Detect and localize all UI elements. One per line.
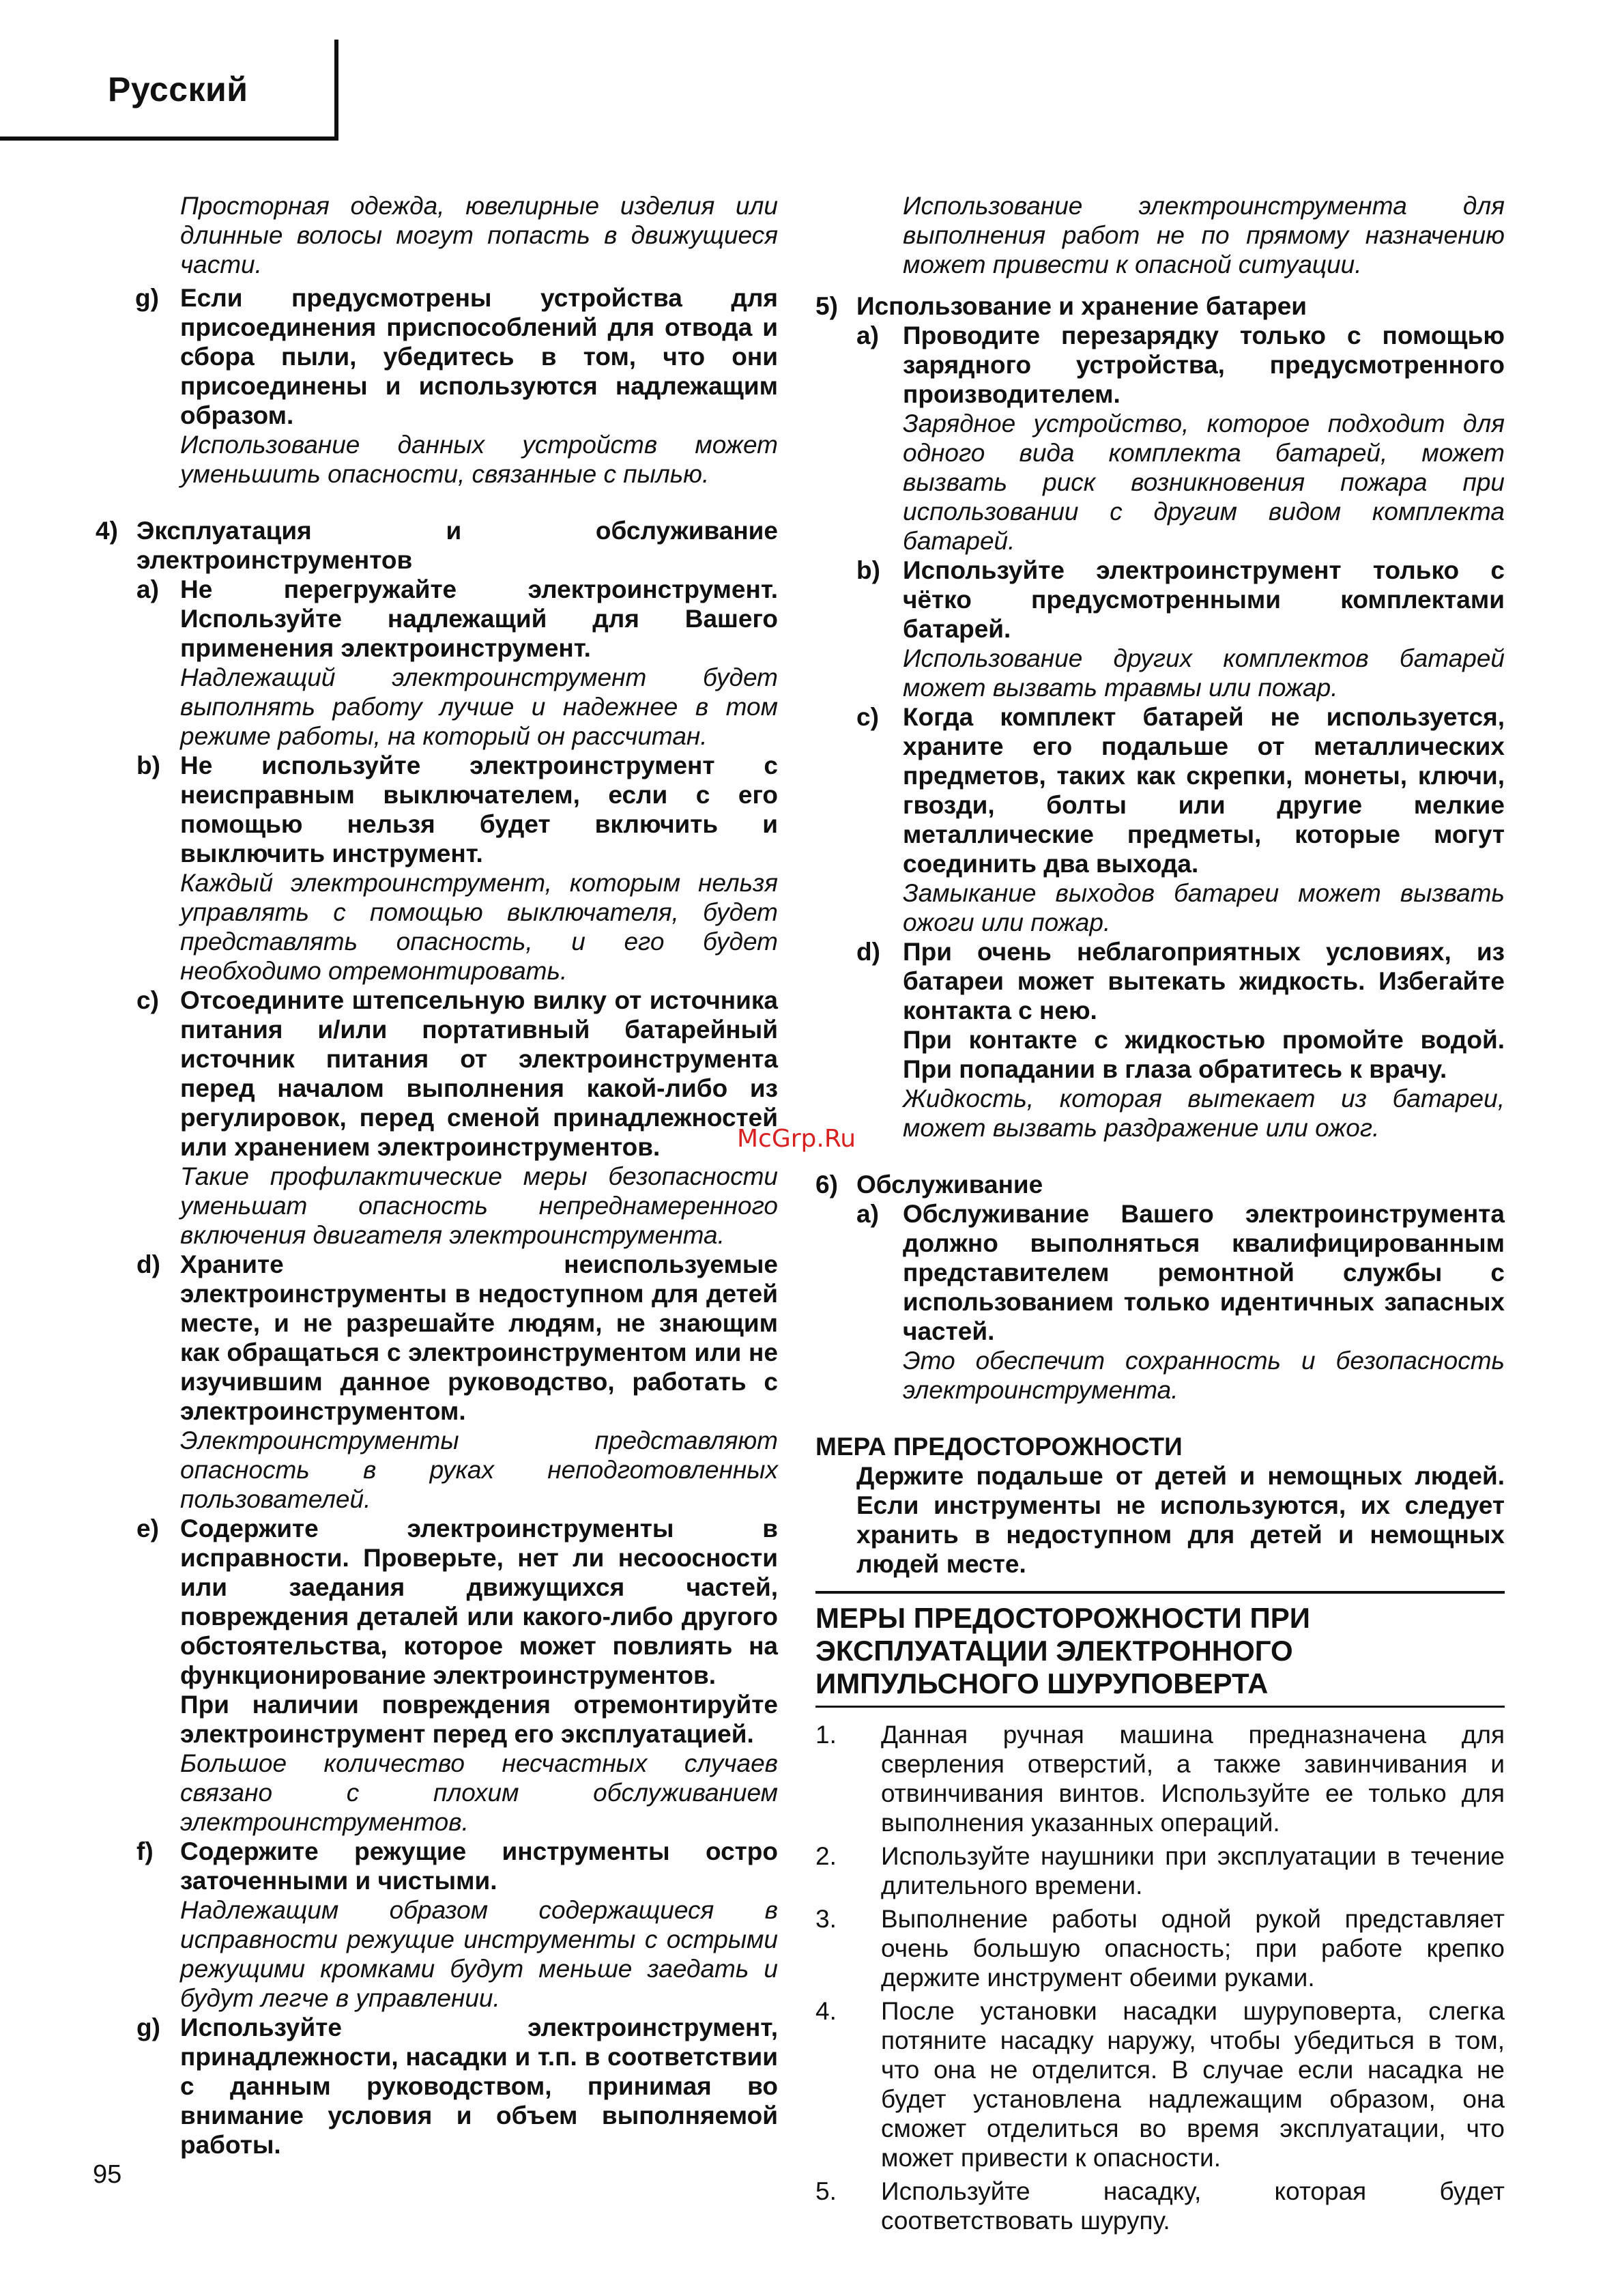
list-item [815, 1720, 1505, 1837]
item-marker: b) [856, 556, 880, 584]
tab-horizontal-rule [0, 137, 338, 141]
item-g-dust [96, 283, 778, 489]
caution-title: МЕРА ПРЕДОСТОРОЖНОСТИ [815, 1433, 1183, 1461]
item-bold-text-2: При наличии повреждения отремонтируйте электроинструмент перед его эксплуатацией. [180, 1691, 778, 1748]
language-label: Русский [108, 70, 248, 109]
item-marker: d) [136, 1250, 160, 1278]
item-marker: g) [136, 2013, 160, 2041]
numbered-list [815, 1720, 1505, 2235]
item-note: Такие профилактические меры безопасности уменьшат опасность непреднамеренного включения двигателя электроинструмента. [180, 1162, 778, 1249]
list-text: Используйте насадку, которая будет соответствовать шурупу. [881, 2177, 1505, 2235]
tab-vertical-rule [334, 40, 338, 141]
item-a-overload [96, 575, 778, 751]
item-note: Это обеспечит сохранность и безопасность электроинструмента. [903, 1347, 1505, 1404]
item-bold-text: Используйте электроинструмент, принадлежности, насадки и т.п. в соответствии с данным руководством, принимая во внимание условия и объем выполняемой работы. [180, 2013, 778, 2159]
list-number: 1. [815, 1721, 837, 1749]
list-text: Выполнение работы одной рукой представляет очень большую опасность; при работе крепко держите инструмент обеими руками. [881, 1905, 1505, 1992]
item-6a-service [815, 1199, 1505, 1405]
section-title: Эксплуатация и обслуживание электроинструментов [136, 517, 778, 574]
item-marker: b) [136, 751, 160, 779]
item-bold-text: При очень неблагоприятных условиях, из батареи может вытекать жидкость. Избегайте контакта с нею. [903, 938, 1505, 1024]
list-number: 3. [815, 1905, 837, 1933]
section-marker: 6) [815, 1171, 838, 1199]
item-marker: d) [856, 938, 880, 966]
item-bold-text: Используйте электроинструмент только с чётко предусмотренными комплектами батарей. [903, 556, 1505, 643]
item-bold-text-2: При контакте с жидкостью промойте водой. При попадании в глаза обратитесь к врачу. [903, 1026, 1505, 1083]
item-bold-text: Отсоедините штепсельную вилку от источника питания и/или портативный батарейный источник питания от электроинструмента перед началом выполнения какой-либо из регулировок, перед сменой принадлежностей или хранением электроинструментов. [180, 986, 778, 1161]
section-4-heading [96, 516, 778, 575]
list-number: 5. [815, 2177, 837, 2205]
item-marker: c) [856, 703, 879, 731]
item-marker: a) [856, 321, 879, 349]
item-marker: a) [856, 1200, 879, 1228]
item-g-use [96, 2013, 778, 2159]
item-d-storage [96, 1250, 778, 1514]
section-5-heading [815, 291, 1505, 321]
left-column [96, 191, 778, 2159]
item-bold-text: Если предусмотрены устройства для присоединения приспособлений для отвода и сбора пыли, убедитесь в том, что они присоединены и используются надлежащим образом. [180, 284, 778, 429]
intro-note-right: Использование электроинструмента для выполнения работ не по прямому назначению может привести к опасной ситуации. [903, 192, 1505, 278]
item-note: Использование данных устройств может уменьшить опасности, связанные с пылью. [180, 431, 778, 488]
item-marker: f) [136, 1837, 154, 1865]
item-note: Большое количество несчастных случаев связано с плохим обслуживанием электроинструментов. [180, 1749, 778, 1836]
right-column [815, 191, 1505, 2235]
section-heading: МЕРЫ ПРЕДОСТОРОЖНОСТИ ПРИ ЭКСПЛУАТАЦИИ ЭЛЕКТРОННОГО ИМПУЛЬСНОГО ШУРУПОВЕРТА [815, 1591, 1505, 1708]
item-bold-text: Содержите режущие инструменты остро заточенными и чистыми. [180, 1837, 778, 1895]
section-title: Использование и хранение батареи [856, 292, 1307, 320]
item-note: Использование других комплектов батарей может вызвать травмы или пожар. [903, 644, 1505, 702]
item-marker: c) [136, 986, 159, 1014]
item-note: Замыкание выходов батареи может вызвать ожоги или пожар. [903, 879, 1505, 936]
section-title: Обслуживание [856, 1171, 1043, 1199]
caution-text: Держите подальше от детей и немощных людей. Если инструменты не используются, их следует хранить в недоступном для детей и немощных людей месте. [856, 1462, 1505, 1578]
item-f-cutting-tools [96, 1837, 778, 2013]
item-5a-charger [815, 321, 1505, 556]
item-e-maintain [96, 1514, 778, 1837]
list-item [815, 1904, 1505, 1992]
section-marker: 4) [96, 517, 118, 545]
item-note: Надлежащим образом содержащиеся в исправности режущие инструменты с острыми режущими кромками будут меньше заедать и будут легче в управлении. [180, 1896, 778, 2012]
section-6-heading [815, 1170, 1505, 1199]
item-marker: g) [135, 284, 159, 312]
item-5c-metal-objects [815, 702, 1505, 937]
item-note: Каждый электроинструмент, которым нельзя управлять с помощью выключателя, будет представлять опасность, и его будет необходимо отремонтировать. [180, 869, 778, 985]
item-bold-text: Когда комплект батарей не используется, храните его подальше от металлических предметов, таких как скрепки, монеты, ключи, гвозди, болты или другие мелкие металлические предметы, которые могут соединить два выхода. [903, 703, 1505, 878]
list-item [815, 2177, 1505, 2235]
list-text: После установки насадки шуруповерта, слегка потяните насадку наружу, чтобы убедиться в том, что она не отделится. В случае если насадка не будет установлена надлежащим образом, она сможет отделиться во время эксплуатации, что может привести к опасности. [881, 1997, 1505, 2172]
item-bold-text: Не перегружайте электроинструмент. Используйте надлежащий для Вашего применения электроинструмент. [180, 575, 778, 662]
item-bold-text: Не используйте электроинструмент с неисправным выключателем, если с его помощью нельзя будет включить и выключить инструмент. [180, 751, 778, 867]
item-5b-battery-packs [815, 556, 1505, 702]
list-text: Используйте наушники при эксплуатации в течение длительного времени. [881, 1842, 1505, 1899]
item-bold-text: Храните неиспользуемые электроинструменты в недоступном для детей месте, и не разрешайте людям, не знающим как обращаться с электроинструментом или не изучившим данное руководство, работать с электроинструментом. [180, 1250, 778, 1425]
page-number: 95 [93, 2160, 122, 2189]
list-number: 2. [815, 1842, 837, 1870]
item-b-switch [96, 751, 778, 986]
intro-note: Просторная одежда, ювелирные изделия или длинные волосы могут попасть в движущиеся части. [180, 192, 778, 278]
item-note: Жидкость, которая вытекает из батареи, может вызвать раздражение или ожог. [903, 1085, 1505, 1142]
section-marker: 5) [815, 292, 838, 320]
item-note: Электроинструменты представляют опасность в руках неподготовленных пользователей. [180, 1426, 778, 1513]
list-text: Данная ручная машина предназначена для сверления отверстий, а также завинчивания и отвинчивания винтов. Используйте ее только для выполнения указанных операций. [881, 1721, 1505, 1837]
item-bold-text: Обслуживание Вашего электроинструмента должно выполняться квалифицированным представителем ремонтной службы с использованием только идентичных запасных частей. [903, 1200, 1505, 1345]
item-note: Зарядное устройство, которое подходит для одного вида комплекта батарей, может вызвать риск возникновения пожара при использовании с другим видом комплекта батарей. [903, 410, 1505, 555]
item-bold-text: Содержите электроинструменты в исправности. Проверьте, нет ли несоосности или заедания движущихся частей, повреждения деталей или какого-либо другого обстоятельства, которое может повлиять на функционирование электроинструментов. [180, 1515, 778, 1689]
list-item [815, 1841, 1505, 1900]
item-bold-text: Проводите перезарядку только с помощью зарядного устройства, предусмотренного производителем. [903, 321, 1505, 408]
item-c-disconnect [96, 986, 778, 1250]
item-marker: a) [136, 575, 159, 603]
list-number: 4. [815, 1997, 837, 2025]
item-marker: e) [136, 1515, 159, 1542]
item-note: Надлежащий электроинструмент будет выполнять работу лучше и надежнее в том режиме работы, на который он рассчитан. [180, 663, 778, 750]
list-item [815, 1996, 1505, 2172]
item-5d-leak [815, 937, 1505, 1143]
watermark: McGrp.Ru [737, 1125, 856, 1153]
language-tab [0, 0, 341, 141]
